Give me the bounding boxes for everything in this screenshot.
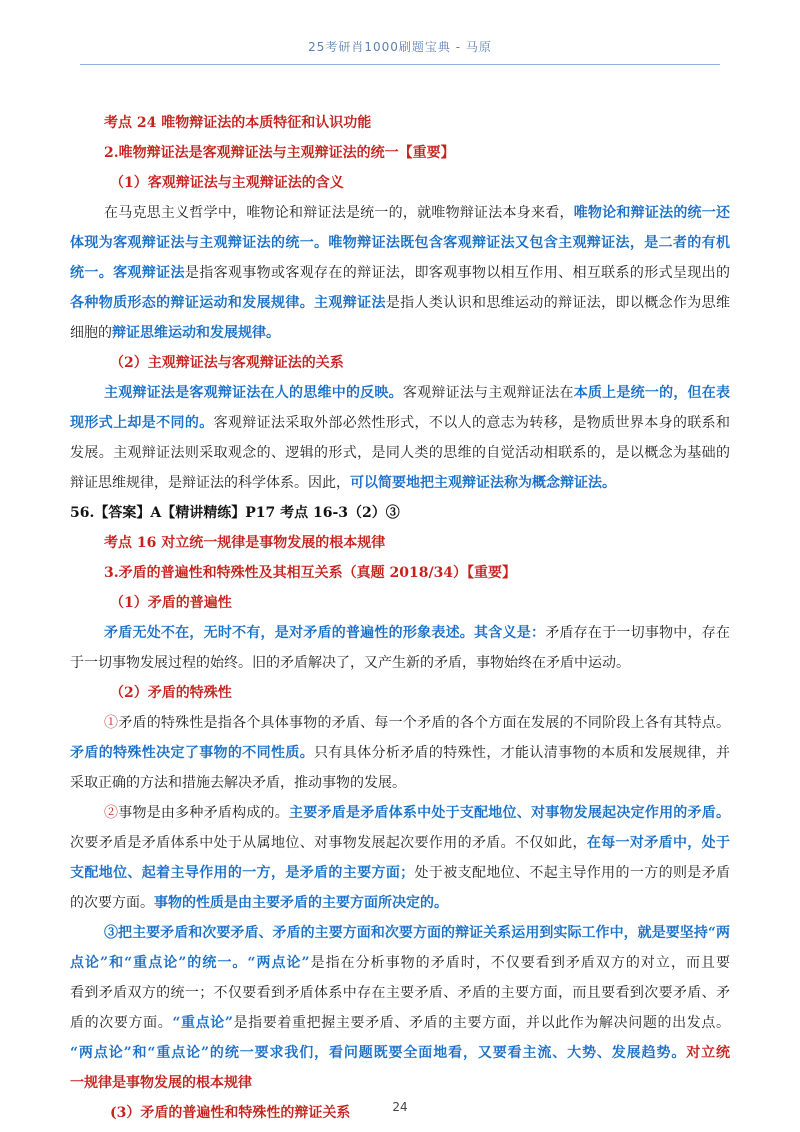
paragraph-line: 发展。主观辩证法则采取观念的、逻辑的形式，是同人类的思维的自觉活动相联系的，是以概念为基础的 — [70, 445, 730, 461]
section-2-heading: 2.唯物辩证法是客观辩证法与主观辩证法的统一【重要】 — [104, 145, 455, 161]
paragraph-line: ③把主要矛盾和次要矛盾、矛盾的主要方面和次要方面的辩证关系运用到实际工作中，就是要坚持“两 — [104, 925, 730, 941]
paragraph-line: 各种物质形态的辩证运动和发展规律。主观辩证法是指人类认识和思维运动的辩证法，即以概念作为思维 — [70, 295, 731, 311]
paragraph-line: 主观辩证法是客观辩证法在人的思维中的反映。客观辩证法与主观辩证法在本质上是统一的，但在表 — [104, 385, 731, 401]
paragraph-line: 体现为客观辩证法与主观辩证法的统一。唯物辩证法既包含客观辩证法又包含主观辩证法，是二者的有机 — [70, 235, 730, 251]
subheading-1-1: （1）客观辩证法与主观辩证法的含义 — [110, 175, 344, 191]
paragraph-line: 在马克思主义哲学中，唯物论和辩证法是统一的，就唯物辩证法本身来看，唯物论和辩证法的统一还 — [104, 205, 731, 221]
paragraph-line: 看到矛盾双方的统一；不仅要看到矛盾体系中存在主要矛盾、矛盾的主要方面，而且要看到次要矛盾、矛 — [70, 985, 730, 1001]
page-number: 24 — [392, 1100, 408, 1114]
paragraph-line: 一规律是事物发展的根本规律 — [70, 1075, 252, 1091]
topic-16-heading: 考点 16 对立统一规律是事物发展的根本规律 — [104, 535, 386, 551]
document-body — [70, 108, 730, 1128]
paragraph-line: 盾的次要方面。“重点论”是指要着重把握主要矛盾、矛盾的主要方面，并以此作为解决问题的出发点。 — [70, 1015, 731, 1031]
paragraph-line: ①矛盾的特殊性是指各个具体事物的矛盾、每一个矛盾的各个方面在发展的不同阶段上各有其特点。 — [104, 715, 730, 731]
subheading-2-1: （1）矛盾的普遍性 — [110, 595, 232, 611]
paragraph-line: 点论”和“重点论”的统一。“两点论”是指在分析事物的矛盾时，不仅要看到矛盾双方的对立，而且要 — [70, 955, 731, 971]
paragraph-line: 辩证思维规律，是辩证法的科学体系。因此，可以简要地把主观辩证法称为概念辩证法。 — [70, 475, 616, 491]
paragraph-line: 采取正确的方法和措施去解决矛盾，推动事物的发展。 — [70, 775, 406, 791]
paragraph-line: 细胞的辩证思维运动和发展规律。 — [70, 325, 280, 341]
paragraph-line: 现形式上却是不同的。客观辩证法采取外部必然性形式，不以人的意志为转移，是物质世界本身的联系和 — [70, 415, 731, 431]
section-3-heading: 3.矛盾的普遍性和特殊性及其相互关系（真题 2018/34）【重要】 — [104, 565, 517, 581]
paragraph-line: “两点论”和“重点论”的统一要求我们，看问题既要全面地看，又要看主流、大势、发展趋势。对立统 — [70, 1045, 731, 1061]
paragraph-line: 次要矛盾是矛盾体系中处于从属地位、对事物发展起次要作用的矛盾。不仅如此，在每一对矛盾中，处于 — [70, 835, 731, 851]
paragraph-line: 的次要方面。事物的性质是由主要矛盾的主要方面所决定的。 — [70, 895, 448, 911]
topic-24-heading: 考点 24 唯物辩证法的本质特征和认识功能 — [104, 115, 372, 131]
page-header: 25考研肖1000刷题宝典 - 马原 — [308, 40, 492, 54]
subheading-2-3: (3）矛盾的普遍性和特殊性的辩证关系 — [110, 1105, 351, 1121]
paragraph-line: ②事物是由多种矛盾构成的。主要矛盾是矛盾体系中处于支配地位、对事物发展起决定作用的矛盾。 — [104, 805, 731, 821]
paragraph-line: 矛盾的特殊性决定了事物的不同性质。只有具体分析矛盾的特殊性，才能认清事物的本质和发展规律，并 — [70, 745, 731, 761]
paragraph-line: 统一。客观辩证法是指客观事物或客观存在的辩证法，即客观事物以相互作用、相互联系的形式呈现出的 — [70, 265, 731, 281]
answer-56: 56.【答案】A【精讲精练】P17 考点 16-3（2）③ — [70, 505, 400, 521]
paragraph-line: 支配地位、起着主导作用的一方，是矛盾的主要方面；处于被支配地位、不起主导作用的一方的则是矛盾 — [70, 865, 731, 881]
subheading-1-2: （2）主观辩证法与客观辩证法的关系 — [110, 355, 344, 371]
paragraph-line: 于一切事物发展过程的始终。旧的矛盾解决了，又产生新的矛盾，事物始终在矛盾中运动。 — [70, 655, 630, 671]
header-rule — [80, 64, 720, 65]
subheading-2-2: （2）矛盾的特殊性 — [110, 685, 232, 701]
paragraph-line: 矛盾无处不在，无时不有，是对矛盾的普遍性的形象表述。其含义是：矛盾存在于一切事物中，存在 — [104, 625, 731, 641]
